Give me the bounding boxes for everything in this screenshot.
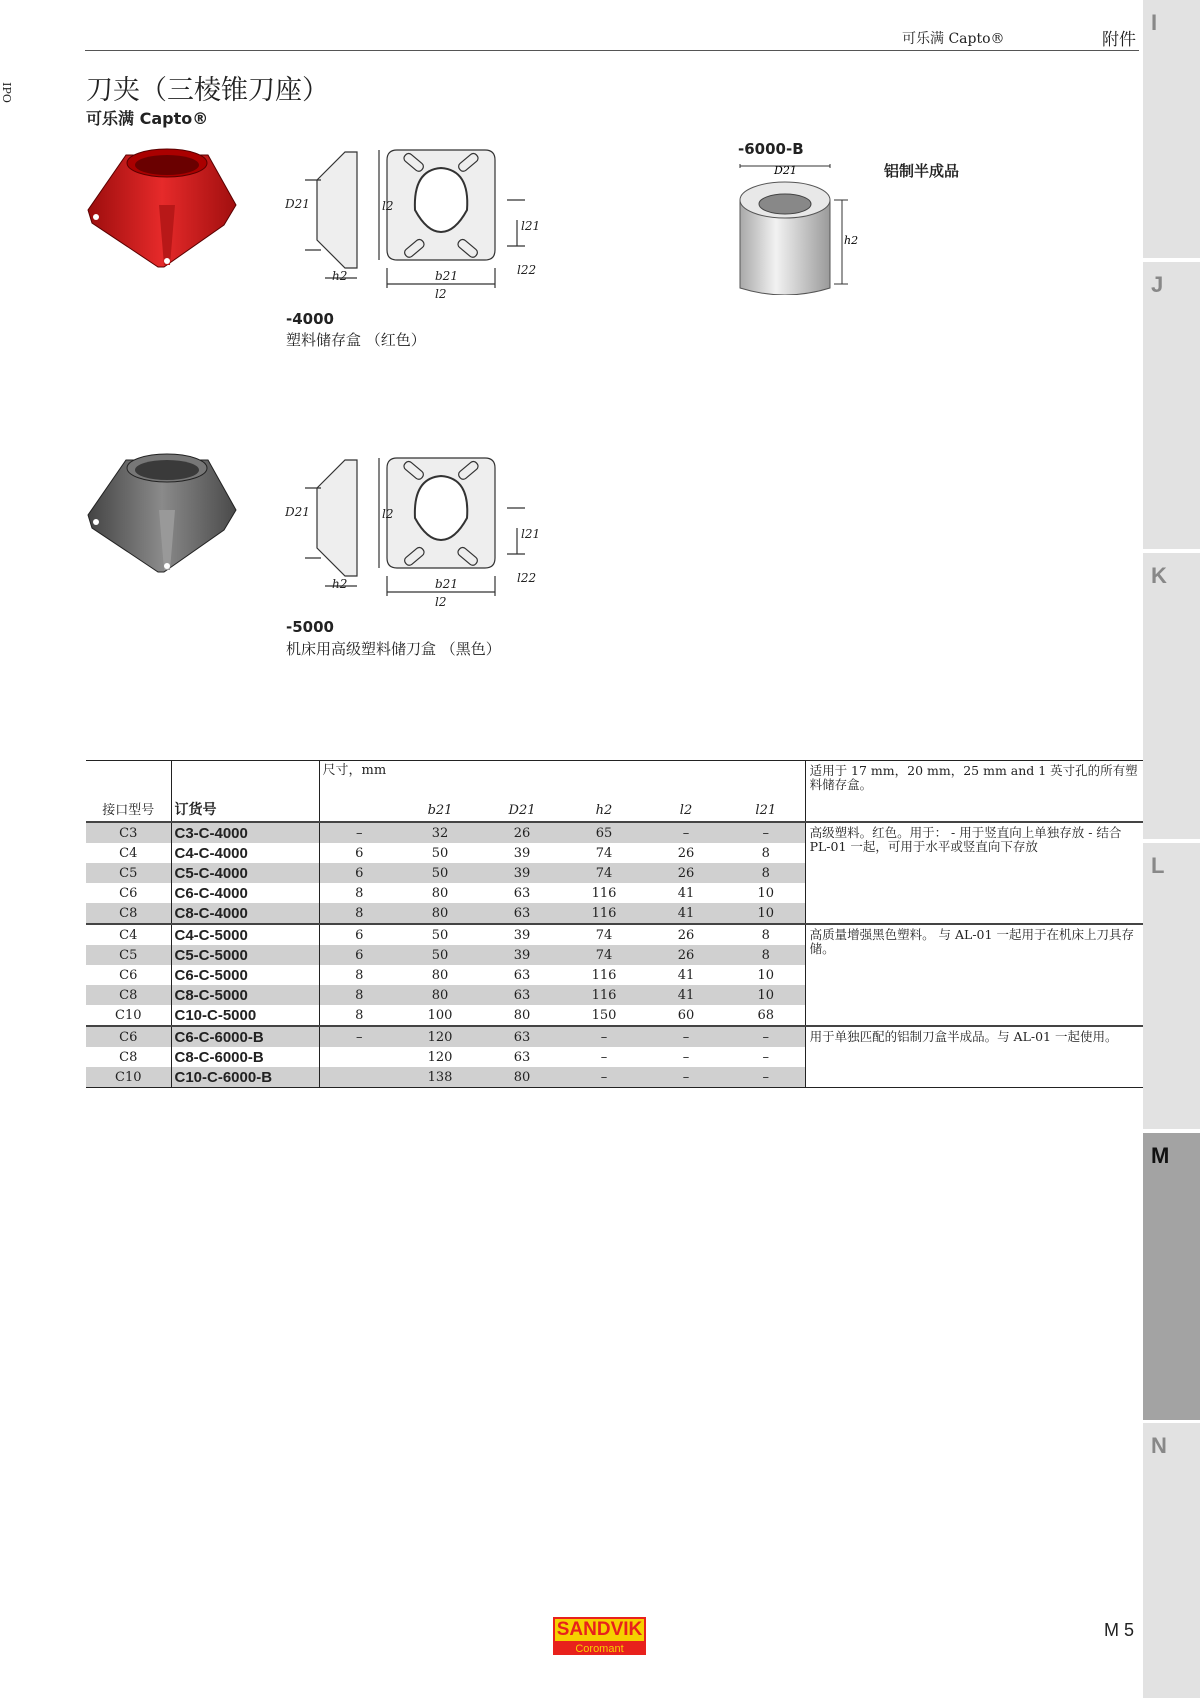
label-d21-al: D21 (774, 164, 797, 177)
cell-order: C6-C-5000 (171, 965, 319, 985)
cell-l2: – (645, 1067, 727, 1088)
side-tab-letter: J (1151, 272, 1164, 297)
cell-b21: 138 (399, 1067, 481, 1088)
cell-l21: 8 (761, 845, 770, 861)
cell-l21: – (727, 822, 805, 843)
header-note: 适用于 17 mm，20 mm，25 mm and 1 英寸孔的所有塑料储存盒。 (805, 761, 1149, 823)
label-d21-b: D21 (285, 505, 310, 519)
label-l2-v: l2 (382, 199, 394, 213)
product-desc-6000b: 铝制半成品 (884, 162, 960, 180)
cell-h2: 74 (563, 945, 645, 965)
label-h2-al: h2 (844, 234, 859, 247)
cell-d21: 39 (481, 945, 563, 965)
product-code-6000b: -6000-B (738, 140, 804, 158)
dimension-drawing-4000 (285, 140, 585, 300)
cell-b21: 50 (431, 845, 449, 861)
cell-h2: 74 (595, 845, 613, 861)
label-d21: D21 (285, 197, 310, 211)
cell-l2: 26 (677, 845, 695, 861)
cell-l2: – (645, 1026, 727, 1047)
cell-l2: 26 (645, 945, 727, 965)
sandvik-logo (553, 1617, 646, 1653)
cell-b21: 50 (399, 945, 481, 965)
cell-order: C4-C-5000 (171, 924, 319, 945)
cell-extra: 8 (319, 903, 399, 924)
label-l21: l21 (521, 219, 541, 233)
cell-l21: – (727, 1026, 805, 1047)
side-tab-i[interactable] (1143, 0, 1200, 258)
cell-extra: 8 (319, 985, 399, 1005)
cell-order: C8-C-6000-B (171, 1047, 319, 1067)
cell-interface: C5 (86, 945, 171, 965)
cell-extra (319, 1067, 399, 1088)
table-row (86, 924, 1149, 945)
cell-extra: 8 (319, 1005, 399, 1026)
cell-l21: 10 (727, 903, 805, 924)
page-number: M 5 (1104, 1620, 1135, 1640)
cell-b21: 80 (431, 967, 449, 983)
cell-order: C6-C-4000 (171, 883, 319, 903)
header-rule (85, 50, 1139, 51)
cell-l2: 41 (645, 985, 727, 1005)
table-row (86, 822, 1149, 843)
logo-top: SANDVIK (553, 1617, 646, 1643)
side-tab-letter: I (1151, 10, 1158, 35)
cell-l21: 10 (757, 967, 775, 983)
logo-bottom: Coromant (553, 1643, 646, 1655)
cell-h2: 74 (563, 924, 645, 945)
cell-b21: 120 (427, 1049, 453, 1065)
cell-order: C10-C-6000-B (171, 1067, 319, 1088)
col-order: 订货号 (171, 801, 319, 822)
dims-title: 尺寸，mm (319, 761, 805, 802)
cell-interface: C8 (86, 903, 171, 924)
col-h2: h2 (595, 803, 613, 818)
cell-extra: – (319, 822, 399, 843)
header-brand: 可乐满 Capto® (902, 31, 1005, 47)
header-section: 附件 (1102, 30, 1136, 50)
cell-h2: – (600, 1049, 608, 1065)
side-tab-n[interactable] (1143, 1423, 1200, 1698)
side-tab-j[interactable] (1143, 262, 1200, 549)
label-l2-h: l2 (435, 287, 447, 300)
label-l22-b: l22 (517, 571, 537, 585)
cell-h2: 65 (563, 822, 645, 843)
cell-interface: C8 (119, 1049, 138, 1065)
cell-interface: C3 (86, 822, 171, 843)
group-note: 高级塑料。红色。用于： - 用于竖直向上单独存放 - 结合 PL-01 一起，可用于水平或竖直向下存放 (805, 822, 1149, 924)
label-l22: l22 (517, 263, 537, 277)
cell-h2: 116 (591, 885, 617, 901)
cell-b21: 50 (399, 863, 481, 883)
cell-order: C5-C-4000 (171, 863, 319, 883)
cell-l21: – (762, 1049, 770, 1065)
label-b21: b21 (435, 269, 458, 283)
product-desc-5000: 机床用高级塑料储刀盒 （黑色） (286, 640, 501, 658)
cell-l21: 68 (757, 1007, 775, 1023)
cell-l21: 8 (727, 863, 805, 883)
cell-d21: 39 (481, 924, 563, 945)
dimension-drawing-5000 (285, 448, 585, 608)
cell-d21: 80 (513, 1007, 531, 1023)
col-interface: 接口型号 (102, 803, 155, 818)
cell-b21: 80 (431, 885, 449, 901)
cell-l21: 10 (757, 885, 775, 901)
cell-order: C8-C-4000 (171, 903, 319, 924)
cell-d21: 63 (513, 967, 531, 983)
cell-extra: 6 (319, 924, 399, 945)
cell-l2: – (682, 1049, 690, 1065)
cell-order: C6-C-6000-B (171, 1026, 319, 1047)
label-h2-b: h2 (332, 577, 348, 591)
cell-extra: 6 (319, 863, 399, 883)
spec-table (86, 760, 1149, 1088)
cell-l2: 26 (645, 924, 727, 945)
cell-d21: 80 (481, 1067, 563, 1088)
label-b21-b: b21 (435, 577, 458, 591)
cell-interface: C6 (119, 885, 138, 901)
col-d21: D21 (508, 803, 536, 818)
margin-mark: IPO (0, 82, 13, 103)
cell-interface: C8 (86, 985, 171, 1005)
cell-b21: 120 (399, 1026, 481, 1047)
cell-d21: 63 (513, 885, 531, 901)
cell-b21: 100 (427, 1007, 453, 1023)
cell-d21: 63 (481, 985, 563, 1005)
cell-order: C8-C-5000 (171, 985, 319, 1005)
side-tab-m[interactable] (1143, 1133, 1200, 1420)
side-tab-letter: K (1151, 563, 1167, 588)
cell-l2: 26 (645, 863, 727, 883)
product-code-4000: -4000 (286, 310, 334, 328)
aluminium-blank-image (730, 160, 860, 295)
cell-interface: C6 (86, 1026, 171, 1047)
cell-b21: 50 (399, 924, 481, 945)
cell-interface: C5 (86, 863, 171, 883)
cell-l2: 60 (677, 1007, 695, 1023)
cell-interface: C4 (86, 924, 171, 945)
cell-h2: – (563, 1067, 645, 1088)
cell-l2: 41 (677, 967, 695, 983)
cell-d21: 39 (481, 863, 563, 883)
cell-d21: 63 (481, 1026, 563, 1047)
cell-d21: 63 (513, 1049, 531, 1065)
cell-l21: 10 (727, 985, 805, 1005)
product-desc-4000: 塑料储存盒 （红色） (286, 331, 426, 349)
cell-l21: 8 (727, 924, 805, 945)
col-l2: l2 (679, 803, 693, 818)
red-holder-image (86, 145, 246, 275)
label-l2-v-b: l2 (382, 507, 394, 521)
cell-h2: – (563, 1026, 645, 1047)
cell-h2: 150 (591, 1007, 617, 1023)
cell-l2: – (645, 822, 727, 843)
label-l21-b: l21 (521, 527, 541, 541)
cell-l2: 41 (677, 885, 695, 901)
group-note: 用于单独匹配的铝制刀盒半成品。与 AL-01 一起使用。 (805, 1026, 1149, 1088)
label-h2: h2 (332, 269, 348, 283)
cell-d21: 39 (513, 845, 531, 861)
cell-interface: C6 (119, 967, 138, 983)
col-b21: b21 (427, 803, 453, 818)
cell-l21: 8 (727, 945, 805, 965)
page-subtitle: 可乐满 Capto® (86, 109, 209, 128)
product-code-5000: -5000 (286, 618, 334, 636)
cell-interface: C10 (115, 1007, 142, 1023)
cell-extra: 6 (319, 945, 399, 965)
cell-order: C4-C-4000 (171, 843, 319, 863)
cell-b21: 32 (399, 822, 481, 843)
cell-h2: 116 (563, 903, 645, 924)
cell-order: C10-C-5000 (171, 1005, 319, 1026)
cell-extra: 8 (319, 883, 399, 903)
cell-h2: 74 (563, 863, 645, 883)
page-title: 刀夹（三棱锥刀座） (86, 75, 329, 106)
cell-extra: 8 (319, 965, 399, 985)
group-note: 高质量增强黑色塑料。 与 AL-01 一起用于在机床上刀具存储。 (805, 924, 1149, 1026)
cell-interface: C4 (119, 845, 138, 861)
cell-extra: 6 (319, 843, 399, 863)
col-l21: l21 (755, 803, 777, 818)
cell-order: C5-C-5000 (171, 945, 319, 965)
cell-extra: – (319, 1026, 399, 1047)
cell-l2: 41 (645, 903, 727, 924)
cell-h2: 116 (563, 985, 645, 1005)
cell-l21: – (727, 1067, 805, 1088)
side-tab-letter: M (1151, 1143, 1170, 1168)
table-row (86, 1026, 1149, 1047)
cell-interface: C10 (86, 1067, 171, 1088)
cell-order: C3-C-4000 (171, 822, 319, 843)
label-l2-h-b: l2 (435, 595, 447, 608)
side-tab-l[interactable] (1143, 843, 1200, 1129)
cell-b21: 80 (399, 903, 481, 924)
side-tab-letter: N (1151, 1433, 1167, 1458)
black-holder-image (86, 450, 246, 580)
cell-b21: 80 (399, 985, 481, 1005)
cell-d21: 63 (481, 903, 563, 924)
cell-h2: 116 (591, 967, 617, 983)
side-tab-k[interactable] (1143, 553, 1200, 839)
side-tab-letter: L (1151, 853, 1165, 878)
cell-d21: 26 (481, 822, 563, 843)
cell-extra (319, 1047, 399, 1067)
